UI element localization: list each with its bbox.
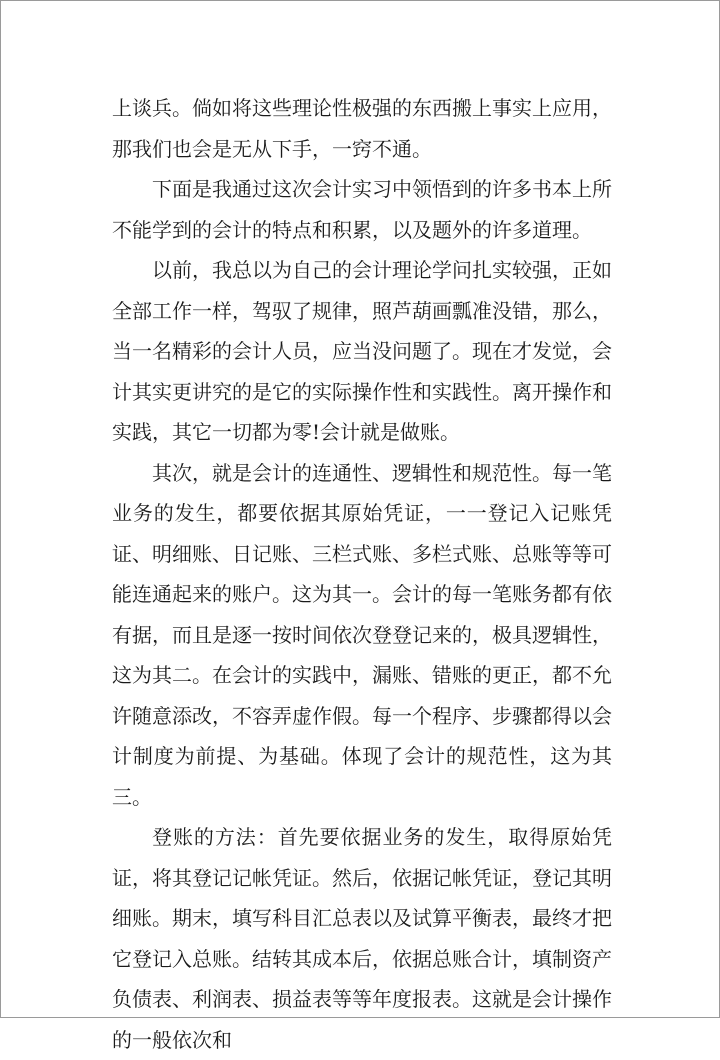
paragraph-4: 其次，就是会计的连通性、逻辑性和规范性。每一笔业务的发生，都要依据其原始凭证，一一登记入记账凭证、明细账、日记账、三栏式账、多栏式账、总账等等可能连通起来的账户。这为其一。会计的每一笔账务都有依有据，而且是逐一按时间依次登登记来的，极具逻辑性，这为其二。在会计的实践中，漏账、错账的更正，都不允许随意添改，不容弄虚作假。每一个程序、步骤都得以会计制度为前提、为基础。体现了会计的规范性，这为其三。 <box>112 460 612 809</box>
paragraph-1: 上谈兵。倘如将这些理论性极强的东西搬上事实上应用，那我们也会是无从下手，一窍不通。 <box>112 96 612 161</box>
paragraph-2: 下面是我通过这次会计实习中领悟到的许多书本上所不能学到的会计的特点和积累，以及题外的许多道理。 <box>112 177 612 242</box>
paragraph-5: 登账的方法：首先要依据业务的发生，取得原始凭证，将其登记记帐凭证。然后，依据记帐凭证，登记其明细账。期末，填写科目汇总表以及试算平衡表，最终才把它登记入总账。结转其成本后，依据总账合计，填制资产负债表、利润表、损益表等等年度报表。这就是会计操作的一般依次和 <box>112 825 612 1052</box>
document-body <box>112 88 612 1060</box>
paragraph-3: 以前，我总以为自己的会计理论学问扎实较强，正如全部工作一样，驾驭了规律，照芦葫画瓢准没错，那么，当一名精彩的会计人员，应当没问题了。现在才发觉，会计其实更讲究的是它的实际操作性和实践性。离开操作和实践，其它一切都为零!会计就是做账。 <box>112 258 612 444</box>
